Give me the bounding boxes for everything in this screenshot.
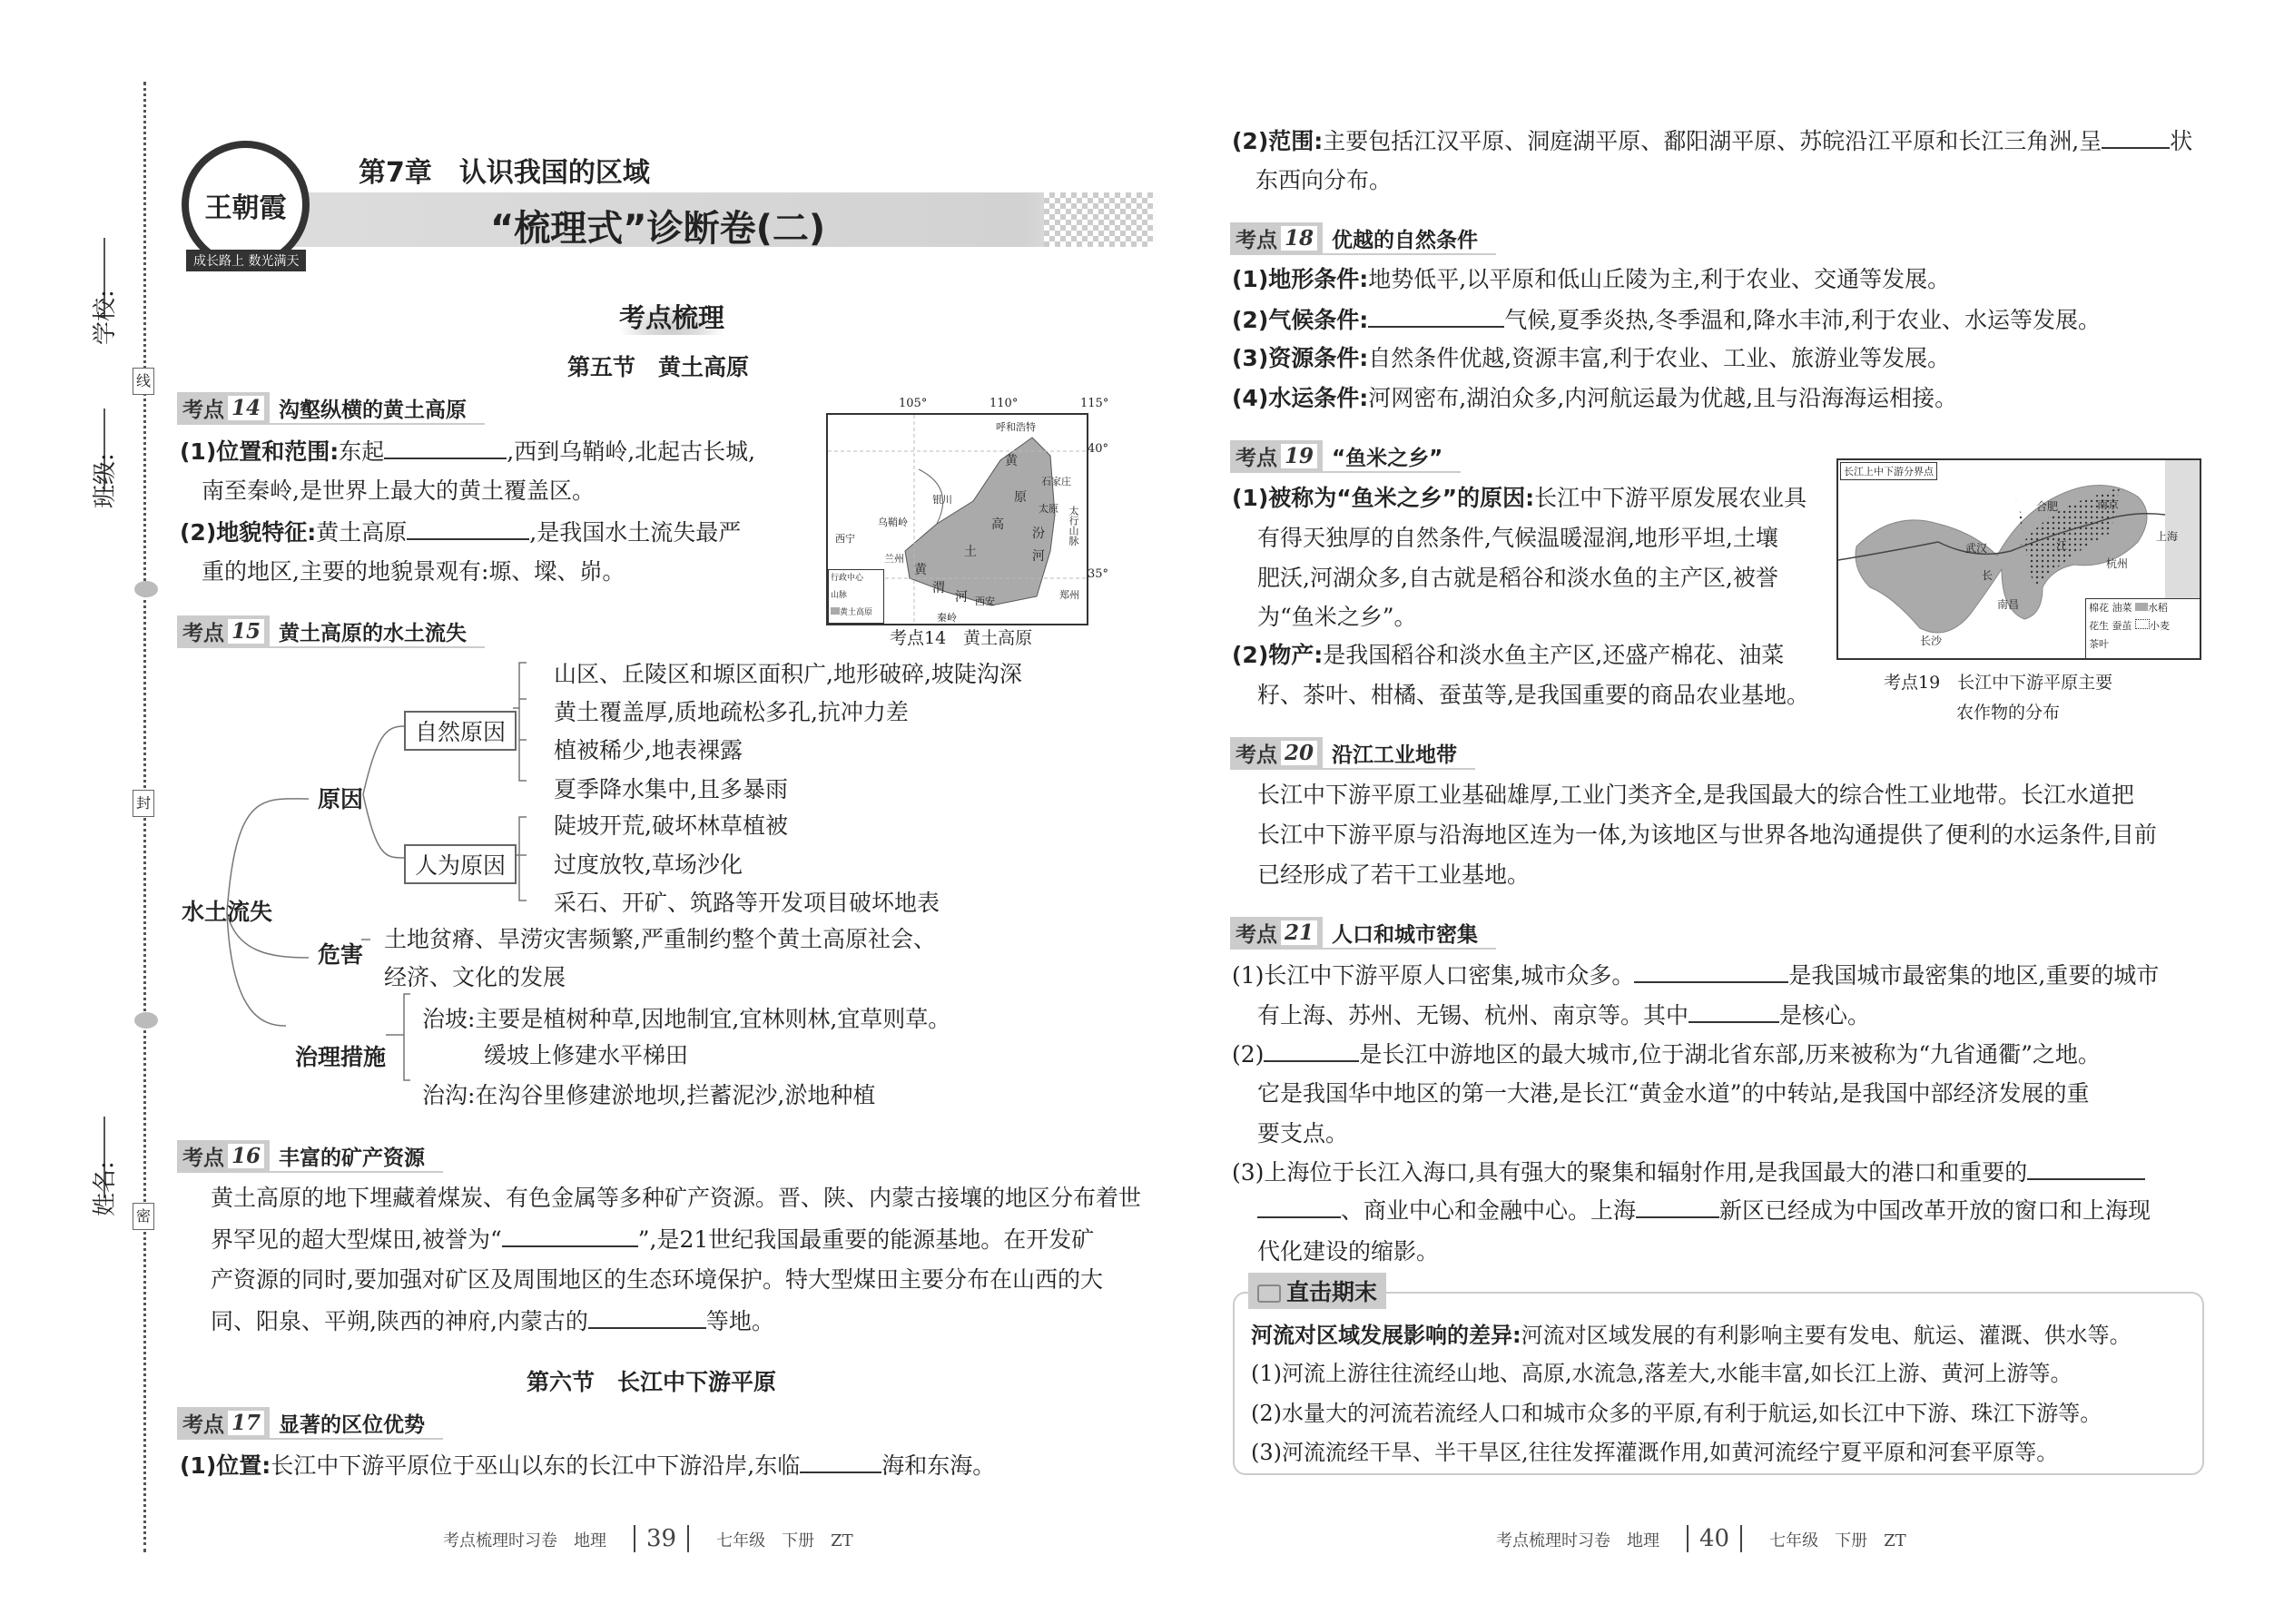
answer-blank[interactable] xyxy=(2027,1158,2145,1180)
k19-line-2: 有得天独厚的自然条件,气候温暖湿润,地形平坦,土壤 xyxy=(1257,525,1778,551)
final-review-tag: 直击期末 xyxy=(1248,1273,1386,1309)
k21-line-3: (2) 是长江中游地区的最大城市,位于湖北省东部,历来被称为“九省通衢”之地。 xyxy=(1232,1041,2101,1068)
map-label: 呼和浩特 xyxy=(996,421,1036,433)
k21-line-7: 、商业中心和金融中心。上海 新区已经成为中国改革开放的窗口和上海现 xyxy=(1257,1196,2151,1225)
map-label: 石家庄 xyxy=(1041,476,1071,487)
class-label: 班级: xyxy=(92,453,119,508)
map-label: 河 xyxy=(1032,549,1045,564)
k19-line-1: (1)被称为“鱼米之乡”的原因:长江中下游平原发展农业具 xyxy=(1232,485,1807,511)
map-label: 合肥 xyxy=(2036,500,2059,513)
final-line-0: 河流对区域发展影响的差异:河流对区域发展的有利影响主要有发电、航运、灌溉、供水等。 xyxy=(1251,1323,2132,1348)
map-label: 秦岭 xyxy=(937,612,957,624)
k18-item: (3)资源条件:自然条件优越,资源丰富,利于农业、工业、旅游业等发展。 xyxy=(1232,345,1951,371)
map-label: 长沙 xyxy=(1920,635,1943,647)
k16-line-2: 界罕见的超大型煤田,被誉为“ ”,是21世纪我国最重要的能源基地。在开发矿 xyxy=(211,1226,1095,1253)
k16-line-3: 产资源的同时,要加强对矿区及周围地区的生态环境保护。特大型煤田主要分布在山西的大 xyxy=(211,1266,1103,1293)
map-label: 汾 xyxy=(1032,527,1045,541)
page-number: 40 xyxy=(1687,1525,1742,1552)
kaodian-21-heading: 考点 21 人口和城市密集 xyxy=(1230,917,1496,950)
answer-blank[interactable] xyxy=(1636,1196,1719,1218)
k21-line-4: 它是我国华中地区的第一大港,是长江“黄金水道”的中转站,是我国中部经济发展的重 xyxy=(1257,1080,2090,1107)
answer-blank[interactable] xyxy=(2102,127,2170,149)
kaodian-17-heading: 考点 17 显著的区位优势 xyxy=(177,1407,443,1440)
map-label: 渭 xyxy=(932,581,945,595)
map-tick: 40° xyxy=(1088,442,1109,456)
tree-node-natural: 自然原因 xyxy=(404,711,517,751)
checker-pattern xyxy=(1044,192,1153,247)
k20-line-1: 长江中下游平原工业基础雄厚,工业门类齐全,是我国最大的综合性工业地带。长江水道把 xyxy=(1257,782,2134,808)
map-legend xyxy=(828,569,884,624)
loess-plateau-map xyxy=(826,413,1088,625)
answer-blank[interactable] xyxy=(1689,1001,1779,1023)
tree-leaf: 过度放牧,草场沙化 xyxy=(554,851,743,878)
k19-line-4: 为“鱼米之乡”。 xyxy=(1257,604,1417,630)
answer-blank[interactable] xyxy=(502,1225,638,1247)
k14-line-2: 南至秦岭,是世界上最大的黄土覆盖区。 xyxy=(202,477,595,504)
seal-mark-feng: 封 xyxy=(133,790,154,817)
k19-line-6: 籽、茶叶、柑橘、蚕茧等,是我国重要的商品农业基地。 xyxy=(1257,682,1809,708)
page-footer-left: 考点梳理时习卷 地理 39 七年级 下册 ZT xyxy=(443,1525,853,1552)
tree-leaf: 治沟:在沟谷里修建淤地坝,拦蓄泥沙,淤地种植 xyxy=(422,1082,876,1108)
answer-blank[interactable] xyxy=(407,518,529,540)
tree-node-human: 人为原因 xyxy=(404,844,517,884)
k19-line-3: 肥沃,河湖众多,自古就是稻谷和淡水鱼的主产区,被誉 xyxy=(1257,565,1778,591)
map-label: 长 xyxy=(1982,569,1994,582)
tree-leaf: 采石、开矿、筑路等开发项目破坏地表 xyxy=(554,890,940,916)
map-tick: 105° xyxy=(899,397,928,410)
final-line-1: (1)河流上游往往流经山地、高原,水流急,落差大,水能丰富,如长江上游、黄河上游等。 xyxy=(1251,1361,2072,1386)
answer-blank[interactable] xyxy=(800,1452,881,1473)
k21-line-8: 代化建设的缩影。 xyxy=(1257,1238,1440,1265)
tree-leaf: 黄土覆盖厚,质地疏松多孔,抗冲力差 xyxy=(554,699,909,725)
ornament-icon xyxy=(134,581,158,597)
tree-root: 水土流失 xyxy=(182,899,273,925)
section-banner: 考点梳理 xyxy=(610,298,733,335)
kaodian-16-heading: 考点 16 丰富的矿产资源 xyxy=(177,1140,443,1173)
map-label: 高 xyxy=(991,517,1004,532)
map-label: 西宁 xyxy=(835,533,855,545)
name-label: 姓名: xyxy=(92,1161,119,1216)
tree-leaf: 经济、文化的发展 xyxy=(384,964,566,990)
kaodian-number: 14 xyxy=(228,396,264,420)
map-tick: 35° xyxy=(1088,567,1109,581)
k16-line-1: 黄土高原的地下埋藏着煤炭、有色金属等多种矿产资源。晋、陕、内蒙古接壤的地区分布着世 xyxy=(211,1185,1142,1211)
dotted-cut-line xyxy=(143,82,146,1552)
k14-line-1: (1)位置和范围:东起 ,西到乌鞘岭,北起古长城, xyxy=(180,438,756,465)
map-label: 南昌 xyxy=(1997,598,2020,611)
kaodian-18-heading: 考点 18 优越的自然条件 xyxy=(1230,222,1496,255)
k14-line-4: 重的地区,主要的地貌景观有:塬、墚、峁。 xyxy=(202,558,625,585)
k17-line-2: (2)范围:主要包括江汉平原、洞庭湖平原、鄱阳湖平原、苏皖沿江平原和长江三角洲,呈 状 xyxy=(1232,128,2193,154)
tree-leaf: 夏季降水集中,且多暴雨 xyxy=(554,776,788,802)
k17-line-1: (1)位置:长江中下游平原位于巫山以东的长江中下游沿岸,东临 海和东海。 xyxy=(180,1452,996,1479)
answer-blank[interactable] xyxy=(1368,306,1504,328)
map-caption-line-1: 考点19 长江中下游平原主要 xyxy=(1884,673,2113,693)
section-6-title: 第六节 长江中下游平原 xyxy=(527,1369,777,1395)
map-label: 黄 xyxy=(914,563,927,577)
map-title-legend: 长江上中下游分界点 xyxy=(1840,462,1937,480)
map-label: 西安 xyxy=(975,595,995,607)
legend-item: 山脉 xyxy=(831,591,848,600)
answer-blank[interactable] xyxy=(1257,1196,1341,1218)
page-title: “梳理式”诊断卷(二) xyxy=(490,208,826,250)
tree-node-measures: 治理措施 xyxy=(295,1044,387,1070)
k17-line-3: 东西向分布。 xyxy=(1255,167,1393,193)
map-caption: 考点14 黄土高原 xyxy=(890,628,1033,648)
page-number: 39 xyxy=(634,1525,689,1552)
map-tick: 110° xyxy=(989,397,1019,410)
k21-line-5: 要支点。 xyxy=(1257,1120,1349,1147)
k19-line-5: (2)物产:是我国稻谷和淡水鱼主产区,还盛产棉花、油菜 xyxy=(1232,642,1785,668)
map-label: 银川 xyxy=(932,494,952,506)
tree-node-cause: 原因 xyxy=(318,786,364,812)
map-label: 黄 xyxy=(1005,454,1018,468)
map-label: 南京 xyxy=(2097,498,2120,511)
tree-leaf: 山区、丘陵区和塬区面积广,地形破碎,坡陡沟深 xyxy=(554,661,1022,687)
book-icon xyxy=(1257,1284,1281,1303)
seal-mark-mi: 密 xyxy=(133,1203,154,1230)
map-label: 太原 xyxy=(1039,503,1058,515)
answer-blank[interactable] xyxy=(588,1307,706,1329)
map-tick: 115° xyxy=(1080,397,1109,410)
answer-blank[interactable] xyxy=(1264,1040,1359,1062)
map-label: 杭州 xyxy=(2106,557,2129,570)
k21-line-1: (1)长江中下游平原人口密集,城市众多。 是我国城市最密集的地区,重要的城市 xyxy=(1232,962,2160,989)
final-line-3: (3)河流流经干旱、半干旱区,往往发挥灌溉作用,如黄河流经宁夏平原和河套平原等。 xyxy=(1251,1440,2059,1465)
k18-item: (2)气候条件: 气候,夏季炎热,冬季温和,降水丰沛,利于农业、水运等发展。 xyxy=(1232,307,2102,333)
map-label: 土 xyxy=(964,545,977,559)
k18-item: (1)地形条件:地势低平,以平原和低山丘陵为主,利于农业、交通等发展。 xyxy=(1232,266,1951,292)
map-legend: 棉花 油菜 水稻 花生 蚕茧 小麦 茶叶 xyxy=(2085,598,2201,660)
kaodian-14-heading xyxy=(177,392,485,425)
kaodian-15-heading: 考点 15 黄土高原的水土流失 xyxy=(177,615,485,648)
kaodian-tag: 考点 xyxy=(182,398,224,422)
chapter-title: 第7章 认识我国的区域 xyxy=(359,157,650,189)
k18-item: (4)水运条件:河网密布,湖泊众多,内河航运最为优越,且与沿海海运相接。 xyxy=(1232,385,1958,411)
k21-line-6: (3)上海位于长江入海口,具有强大的聚集和辐射作用,是我国最大的港口和重要的 xyxy=(1232,1158,2145,1186)
tree-leaf: 治坡:主要是植树种草,因地制宜,宜林则林,宜草则草。 xyxy=(422,1006,951,1032)
page-footer-right: 考点梳理时习卷 地理 40 七年级 下册 ZT xyxy=(1496,1525,1906,1552)
tree-leaf: 缓坡上修建水平梯田 xyxy=(484,1042,689,1068)
map-label: 河 xyxy=(955,590,968,605)
map-label: 武汉 xyxy=(1965,542,1988,555)
k16-line-4: 同、阳泉、平朔,陕西的神府,内蒙古的 等地。 xyxy=(211,1308,774,1334)
tree-leaf: 土地贫瘠、旱涝灾害频繁,严重制约整个黄土高原社会、 xyxy=(384,926,936,952)
k20-line-2: 长江中下游平原与沿海地区连为一体,为该地区与世界各地沟通提供了便利的水运条件,目前 xyxy=(1257,822,2157,848)
k20-line-3: 已经形成了若干工业基地。 xyxy=(1257,861,1531,888)
answer-blank[interactable] xyxy=(1634,961,1788,983)
answer-blank[interactable] xyxy=(384,438,507,459)
tree-leaf: 植被稀少,地表裸露 xyxy=(554,737,743,763)
legend-item: 黄土高原 xyxy=(831,605,883,622)
kaodian-19-heading: 考点 19 “鱼米之乡” xyxy=(1230,440,1461,473)
map-label: 原 xyxy=(1014,490,1027,505)
school-label: 学校: xyxy=(92,290,119,345)
final-line-2: (2)水量大的河流若流经人口和城市众多的平原,有利于航运,如长江中下游、珠江下游等。 xyxy=(1251,1401,2102,1426)
logo-text: 王朝霞 xyxy=(204,192,287,224)
yangtze-crop-map xyxy=(1836,458,2201,660)
kaodian-title: 沟壑纵横的黄土高原 xyxy=(279,398,468,422)
tree-node-harm: 危害 xyxy=(318,941,364,968)
k14-line-3: (2)地貌特征:黄土高原 ,是我国水土流失最严 xyxy=(180,519,742,546)
seal-mark-xian: 线 xyxy=(133,368,154,395)
tree-leaf: 陡坡开荒,破坏林草植被 xyxy=(554,812,788,839)
k21-line-2: 有上海、苏州、无锡、杭州、南京等。其中 是核心。 xyxy=(1257,1002,1871,1029)
map-label: 乌鞘岭 xyxy=(878,517,908,528)
map-label: 郑州 xyxy=(1059,589,1079,601)
map-label: 江 xyxy=(2056,539,2068,552)
kaodian-20-heading: 考点 20 沿江工业地带 xyxy=(1230,737,1475,770)
map-caption-line-2: 农作物的分布 xyxy=(1956,703,2061,723)
logo-ribbon: 成长路上 数光满天 xyxy=(186,250,306,271)
map-label: 兰州 xyxy=(884,553,904,565)
ornament-icon xyxy=(134,1012,158,1029)
legend-item: 行政中心 xyxy=(831,574,864,583)
map-label: 太行山脉 xyxy=(1068,506,1079,546)
map-label: 上海 xyxy=(2156,530,2179,543)
section-5-title: 第五节 黄土高原 xyxy=(567,354,750,380)
